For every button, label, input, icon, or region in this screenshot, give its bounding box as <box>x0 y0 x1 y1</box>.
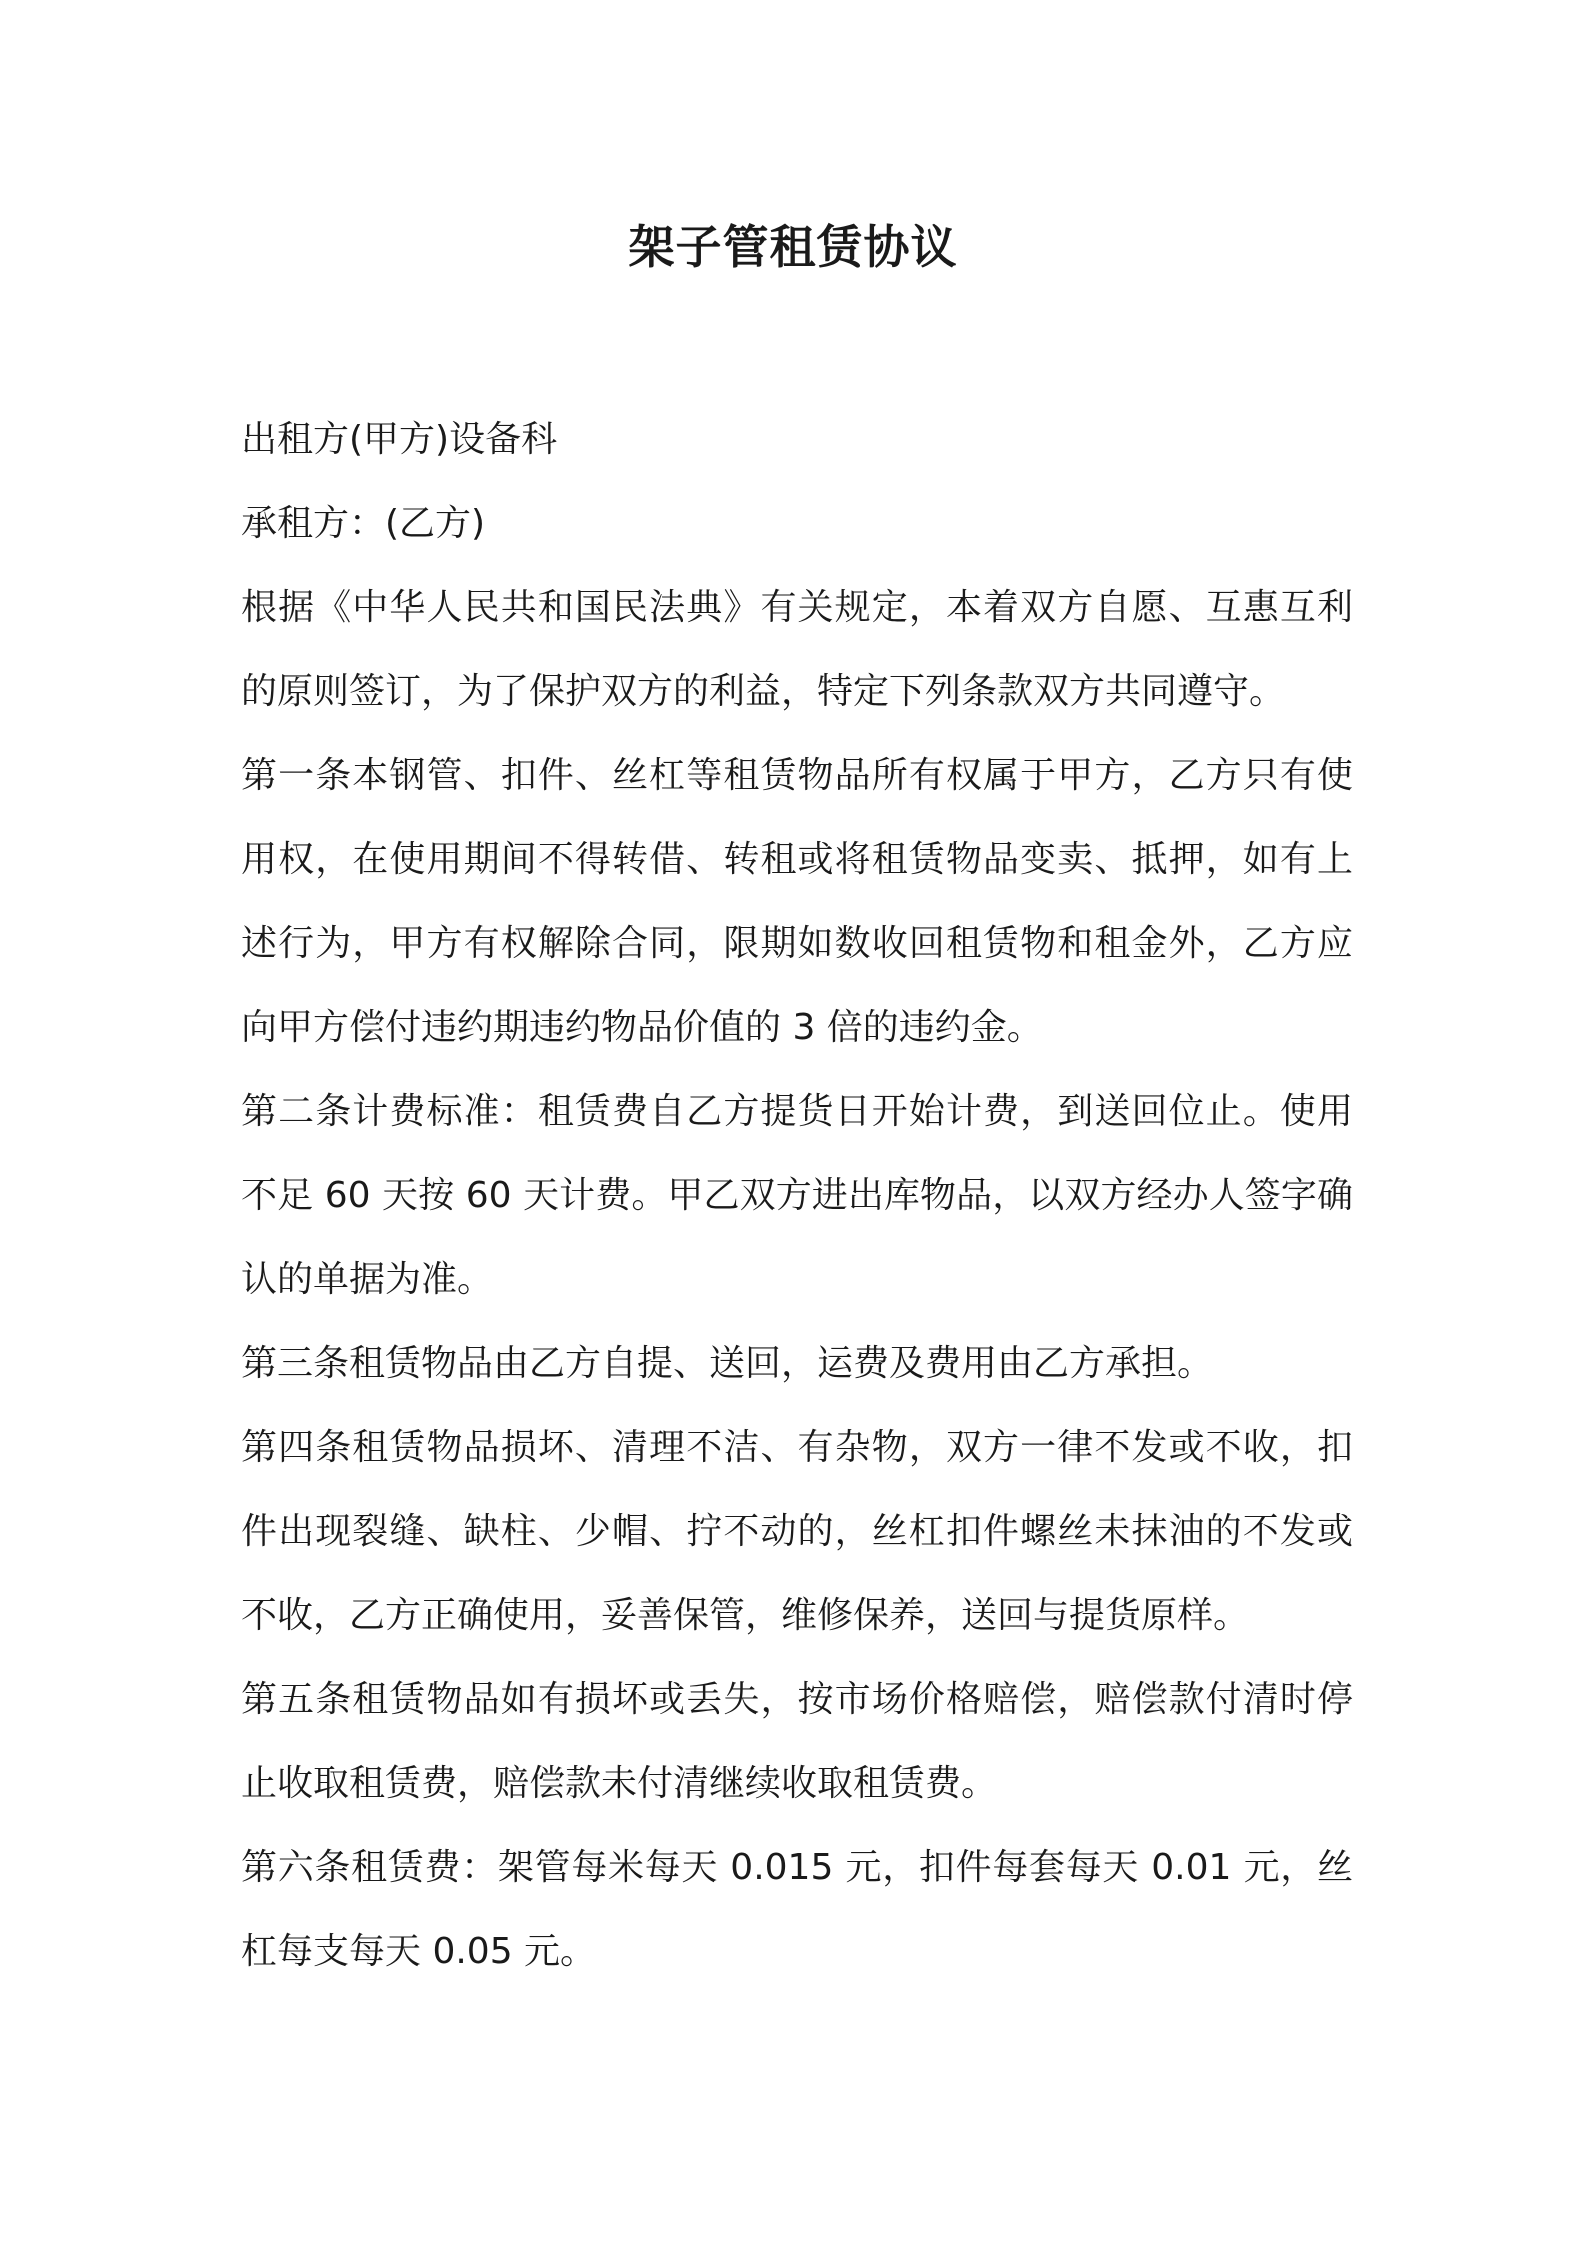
article-4: 第四条租赁物品损坏、清理不洁、有杂物，双方一律不发或不收，扣件出现裂缝、缺柱、少帽、拧不动的，丝杠扣件螺丝未抹油的不发或不收，乙方正确使用，妥善保管，维修保养，送回与提货原样。 <box>241 1427 1353 1636</box>
lessor-line: 出租方(甲方)设备科 <box>241 419 558 460</box>
article-2: 第二条计费标准：租赁费自乙方提货日开始计费，到送回位止。使用不足 60 天按 60 天计费。甲乙双方进出库物品，以双方经办人签字确认的单据为准。 <box>241 1091 1353 1300</box>
article-5: 第五条租赁物品如有损坏或丢失，按市场价格赔偿，赔偿款付清时停止收取租赁费，赔偿款未付清继续收取租赁费。 <box>241 1679 1353 1804</box>
document-title: 架子管租赁协议 <box>628 220 958 274</box>
lessee-line: 承租方：(乙方) <box>241 503 486 544</box>
article-1: 第一条本钢管、扣件、丝杠等租赁物品所有权属于甲方，乙方只有使用权，在使用期间不得转借、转租或将租赁物品变卖、抵押，如有上述行为，甲方有权解除合同，限期如数收回租赁物和租金外，乙方应向甲方偿付违约期违约物品价值的 3 倍的违约金。 <box>241 755 1353 1048</box>
article-6: 第六条租赁费：架管每米每天 0.015 元，扣件每套每天 0.01 元，丝杠每支每天 0.05 元。 <box>241 1847 1353 1972</box>
document-body <box>241 398 1353 1994</box>
preamble-paragraph: 根据《中华人民共和国民法典》有关规定，本着双方自愿、互惠互利的原则签订，为了保护双方的利益，特定下列条款双方共同遵守。 <box>241 587 1353 712</box>
article-3: 第三条租赁物品由乙方自提、送回，运费及费用由乙方承担。 <box>241 1343 1214 1384</box>
